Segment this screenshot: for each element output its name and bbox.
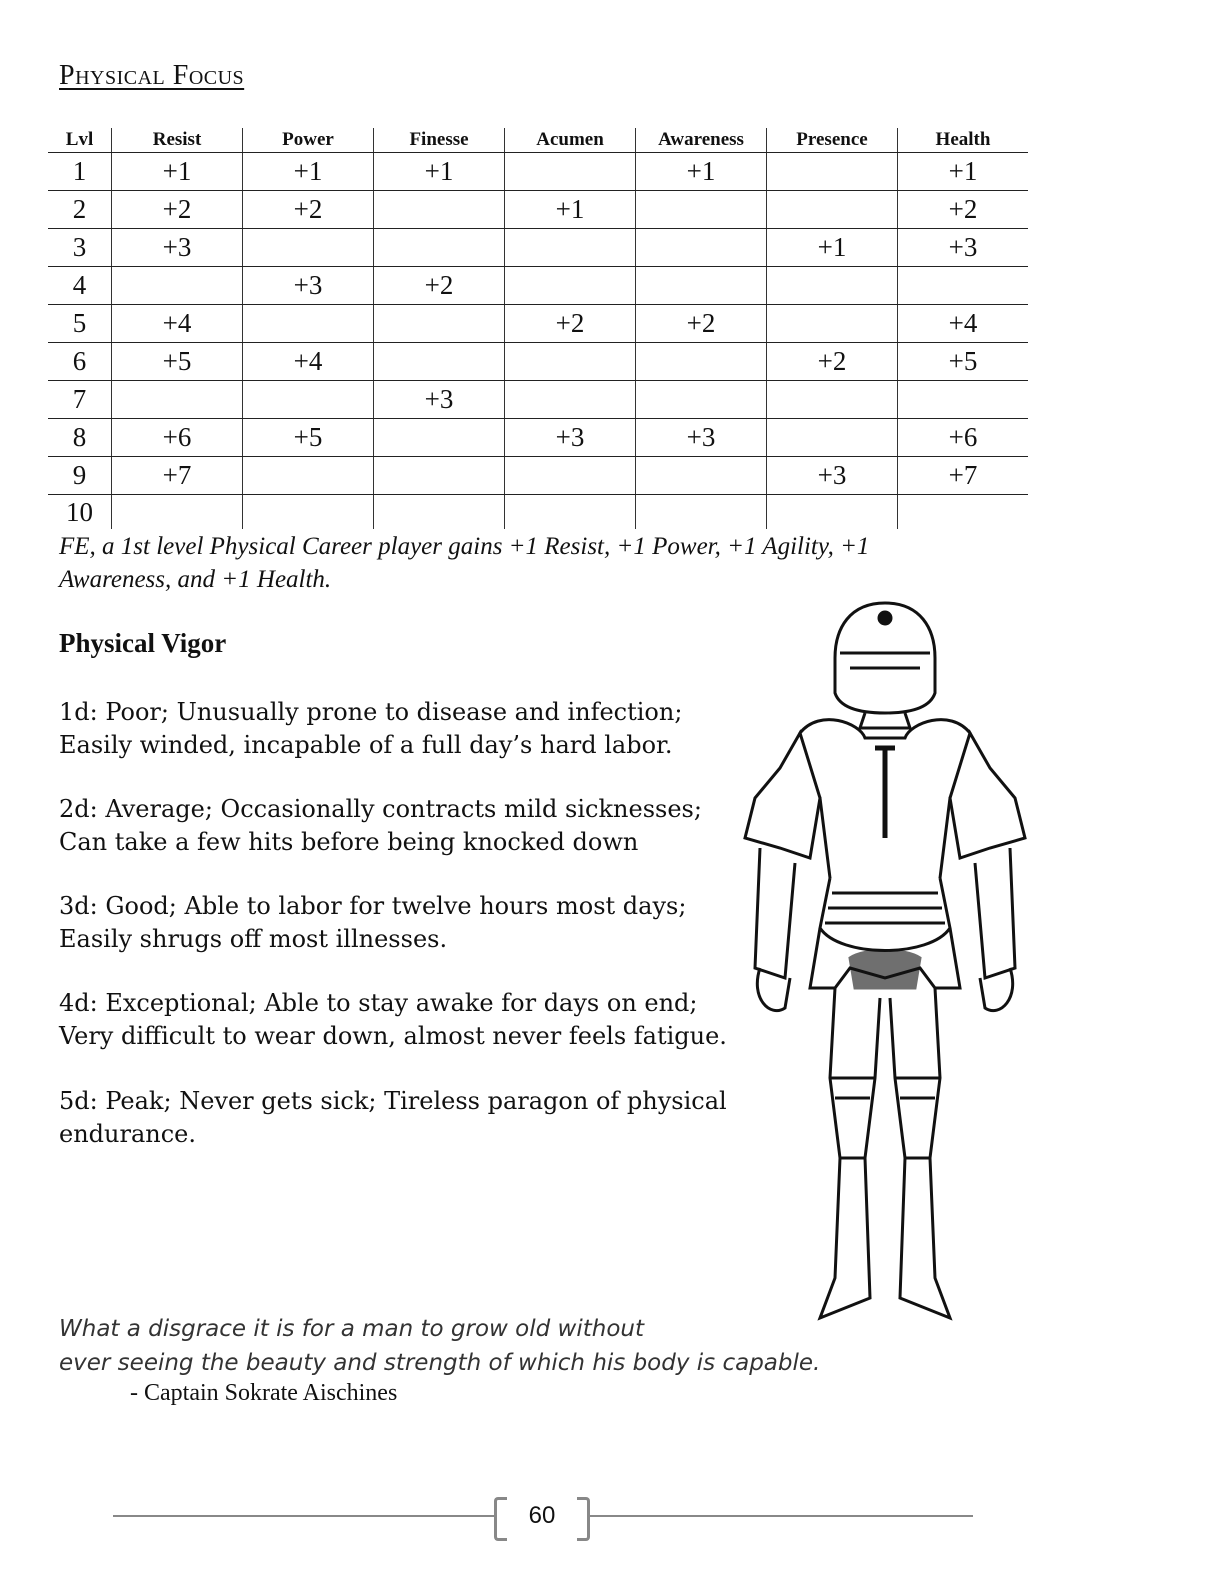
bonus-cell: +1 (374, 153, 505, 191)
bonus-cell: +6 (112, 419, 243, 457)
column-header: Lvl (48, 128, 112, 153)
bonus-cell (243, 305, 374, 343)
bonus-cell (505, 457, 636, 495)
bonus-cell (374, 419, 505, 457)
vigor-line: 5d: Peak; Never gets sick; Tireless paragon of physical (59, 1087, 727, 1115)
bonus-cell: +3 (767, 457, 898, 495)
bonus-cell (636, 343, 767, 381)
bonus-cell (767, 419, 898, 457)
bonus-cell (636, 229, 767, 267)
bonus-cell (767, 305, 898, 343)
vigor-level-4 (59, 987, 759, 1053)
vigor-level-1 (59, 696, 739, 762)
table-row (48, 419, 1028, 457)
footer-rule-left (113, 1515, 496, 1517)
vigor-line: Very difficult to wear down, almost never feels fatigue. (59, 1022, 727, 1050)
quote-line: ever seeing the beauty and strength of which his body is capable. (59, 1350, 821, 1376)
table-row (48, 191, 1028, 229)
vigor-line: 2d: Average; Occasionally contracts mild sicknesses; (59, 795, 702, 823)
level-cell: 7 (48, 381, 112, 419)
bonus-cell: +2 (636, 305, 767, 343)
bonus-cell (505, 267, 636, 305)
vigor-level-3 (59, 890, 739, 956)
bonus-cell: +4 (243, 343, 374, 381)
level-cell: 6 (48, 343, 112, 381)
bonus-cell (898, 267, 1029, 305)
column-header: Health (898, 128, 1029, 153)
bonus-cell (505, 153, 636, 191)
bonus-cell: +4 (898, 305, 1029, 343)
table-row (48, 305, 1028, 343)
bonus-cell (112, 381, 243, 419)
quote-attribution: - Captain Sokrate Aischines (130, 1380, 398, 1406)
column-header: Finesse (374, 128, 505, 153)
vigor-line: Easily shrugs off most illnesses. (59, 925, 448, 953)
bonus-cell (243, 229, 374, 267)
bonus-cell (374, 495, 505, 530)
level-table (48, 128, 1028, 529)
vigor-line: 3d: Good; Able to labor for twelve hours most days; (59, 892, 687, 920)
bonus-cell: +1 (636, 153, 767, 191)
level-cell: 4 (48, 267, 112, 305)
bonus-cell (112, 495, 243, 530)
bonus-cell: +1 (243, 153, 374, 191)
bonus-cell (767, 153, 898, 191)
vigor-line: 4d: Exceptional; Able to stay awake for days on end; (59, 989, 698, 1017)
quote (59, 1312, 820, 1380)
quote-line: What a disgrace it is for a man to grow old without (59, 1316, 644, 1342)
vigor-line: 1d: Poor; Unusually prone to disease and infection; (59, 698, 683, 726)
table-row (48, 229, 1028, 267)
bonus-cell: +5 (243, 419, 374, 457)
table-row (48, 343, 1028, 381)
bonus-cell (374, 457, 505, 495)
bonus-cell: +2 (112, 191, 243, 229)
bonus-cell (898, 381, 1029, 419)
footer-rule-right (590, 1515, 973, 1517)
bonus-cell (505, 495, 636, 530)
level-cell: 9 (48, 457, 112, 495)
bonus-cell (767, 267, 898, 305)
bonus-cell (374, 191, 505, 229)
level-cell: 5 (48, 305, 112, 343)
bonus-cell: +2 (767, 343, 898, 381)
level-cell: 8 (48, 419, 112, 457)
bonus-cell (505, 229, 636, 267)
bonus-cell: +2 (505, 305, 636, 343)
bonus-cell (243, 495, 374, 530)
footer-bracket-right (577, 1497, 590, 1541)
table-row (48, 457, 1028, 495)
table-row (48, 267, 1028, 305)
bonus-cell: +5 (112, 343, 243, 381)
column-header: Acumen (505, 128, 636, 153)
bonus-cell (636, 267, 767, 305)
bonus-cell: +4 (112, 305, 243, 343)
level-cell: 1 (48, 153, 112, 191)
bonus-cell: +3 (505, 419, 636, 457)
vigor-level-2 (59, 793, 739, 859)
bonus-cell: +3 (112, 229, 243, 267)
bonus-cell: +3 (898, 229, 1029, 267)
level-cell: 2 (48, 191, 112, 229)
bonus-cell (505, 381, 636, 419)
bonus-cell: +1 (505, 191, 636, 229)
bonus-cell: +7 (898, 457, 1029, 495)
level-cell: 10 (66, 496, 93, 527)
bonus-cell (636, 457, 767, 495)
vigor-level-5 (59, 1085, 739, 1151)
bonus-cell: +3 (243, 267, 374, 305)
bonus-cell (243, 457, 374, 495)
bonus-cell (636, 381, 767, 419)
bonus-cell: +7 (112, 457, 243, 495)
bonus-cell (374, 343, 505, 381)
vigor-line: Easily winded, incapable of a full day’s hard labor. (59, 731, 673, 759)
vigor-line: Can take a few hits before being knocked down (59, 828, 639, 856)
bonus-cell: +6 (898, 419, 1029, 457)
bonus-cell: +5 (898, 343, 1029, 381)
bonus-cell (767, 495, 898, 530)
table-row (48, 495, 1028, 530)
bonus-cell: +2 (898, 191, 1029, 229)
bonus-cell (112, 267, 243, 305)
bonus-cell (374, 305, 505, 343)
vigor-line: endurance. (59, 1120, 196, 1148)
bonus-cell (243, 381, 374, 419)
bonus-cell (636, 191, 767, 229)
column-header: Presence (767, 128, 898, 153)
bonus-cell: +2 (374, 267, 505, 305)
column-header: Awareness (636, 128, 767, 153)
bonus-cell: +1 (898, 153, 1029, 191)
example-note: FE, a 1st level Physical Career player gains +1 Resist, +1 Power, +1 Agility, +1 Awareness, and +1 Health. (59, 533, 870, 593)
bonus-cell (767, 381, 898, 419)
column-header: Power (243, 128, 374, 153)
bonus-cell: +1 (767, 229, 898, 267)
vigor-heading: Physical Vigor (59, 628, 227, 658)
bonus-cell: +1 (112, 153, 243, 191)
knight-armor-illustration (740, 598, 1030, 1323)
table-row (48, 381, 1028, 419)
bonus-cell (898, 495, 1029, 530)
table-header-row (48, 128, 1028, 153)
bonus-cell (636, 495, 767, 530)
bonus-cell: +3 (374, 381, 505, 419)
page-number: 60 (528, 1502, 556, 1529)
bonus-cell (505, 343, 636, 381)
section-title: Physical Focus (59, 60, 245, 91)
bonus-cell (374, 229, 505, 267)
table-row (48, 153, 1028, 191)
bonus-cell: +2 (243, 191, 374, 229)
bonus-cell: +3 (636, 419, 767, 457)
column-header: Resist (112, 128, 243, 153)
bonus-cell (767, 191, 898, 229)
level-cell: 3 (48, 229, 112, 267)
